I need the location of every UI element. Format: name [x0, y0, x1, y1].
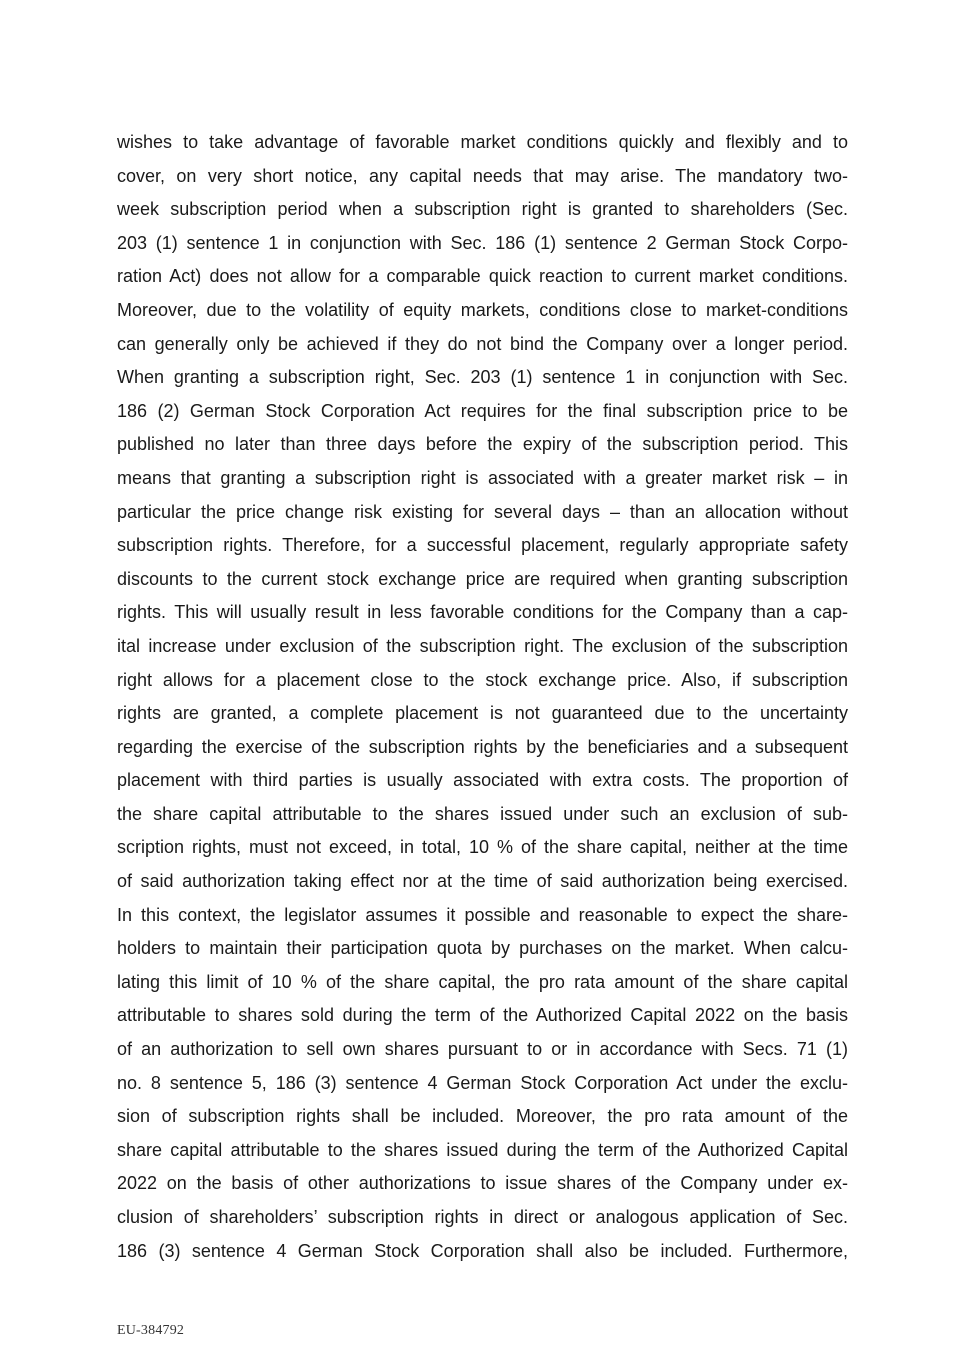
text-line: 186 (3) sentence 4 German Stock Corporation shall also be included. Furthermore, — [117, 1240, 848, 1261]
text-line: holders to maintain their participation quota by purchases on the market. When calcu- — [117, 938, 848, 959]
text-line: lating this limit of 10 % of the share capital, the pro rata amount of the share capital — [117, 971, 848, 992]
document-reference-code: EU-384792 — [117, 1323, 185, 1338]
text-line: discounts to the current stock exchange price are required when granting subscription — [117, 568, 848, 589]
text-line: week subscription period when a subscription right is granted to shareholders (Sec. — [117, 199, 848, 220]
text-line: of said authorization taking effect nor at the time of said authorization being exercised. — [117, 871, 848, 892]
text-line: 2022 on the basis of other authorizations to issue shares of the Company under ex- — [117, 1173, 848, 1194]
text-line: 203 (1) sentence 1 in conjunction with Sec. 186 (1) sentence 2 German Stock Corpo- — [117, 232, 848, 253]
text-line: rights are granted, a complete placement is not guaranteed due to the uncertainty — [117, 703, 848, 724]
text-line: share capital attributable to the shares issued during the term of the Authorized Capital — [117, 1139, 848, 1160]
text-line: the share capital attributable to the shares issued under such an exclusion of sub- — [117, 803, 848, 824]
text-line: can generally only be achieved if they do not bind the Company over a longer period. — [117, 333, 848, 354]
text-line: subscription rights. Therefore, for a successful placement, regularly appropriate safety — [117, 535, 848, 556]
text-line: When granting a subscription right, Sec. 203 (1) sentence 1 in conjunction with Sec. — [117, 367, 848, 388]
text-line: rights. This will usually result in less favorable conditions for the Company than a cap- — [117, 602, 848, 623]
text-line: Moreover, due to the volatility of equity markets, conditions close to market-conditions — [117, 299, 848, 320]
body-paragraph — [117, 126, 848, 1268]
text-line: of an authorization to sell own shares pursuant to or in accordance with Secs. 71 (1) — [117, 1039, 848, 1060]
text-line: attributable to shares sold during the term of the Authorized Capital 2022 on the basis — [117, 1005, 848, 1026]
text-line: clusion of shareholders’ subscription rights in direct or analogous application of Sec. — [117, 1207, 848, 1227]
text-line: ital increase under exclusion of the subscription right. The exclusion of the subscription — [117, 635, 848, 656]
text-line: particular the price change risk existing for several days – than an allocation without — [117, 501, 848, 522]
text-line: no. 8 sentence 5, 186 (3) sentence 4 German Stock Corporation Act under the exclu- — [117, 1072, 848, 1093]
text-line: ration Act) does not allow for a comparable quick reaction to current market conditions. — [117, 266, 848, 287]
text-line: regarding the exercise of the subscription rights by the beneficiaries and a subsequent — [117, 736, 848, 757]
text-line: means that granting a subscription right is associated with a greater market risk – in — [117, 467, 848, 488]
text-line: placement with third parties is usually associated with extra costs. The proportion of — [117, 770, 848, 791]
text-line: cover, on very short notice, any capital needs that may arise. The mandatory two- — [117, 165, 848, 186]
text-line: 186 (2) German Stock Corporation Act requires for the final subscription price to be — [117, 400, 848, 421]
text-line: wishes to take advantage of favorable market conditions quickly and flexibly and to — [117, 132, 848, 152]
text-line: sion of subscription rights shall be included. Moreover, the pro rata amount of the — [117, 1106, 848, 1127]
text-line: right allows for a placement close to the stock exchange price. Also, if subscription — [117, 669, 848, 690]
text-line: scription rights, must not exceed, in total, 10 % of the share capital, neither at the time — [117, 837, 848, 858]
text-line: published no later than three days before the expiry of the subscription period. This — [117, 434, 848, 455]
text-line: In this context, the legislator assumes it possible and reasonable to expect the share- — [117, 904, 848, 925]
